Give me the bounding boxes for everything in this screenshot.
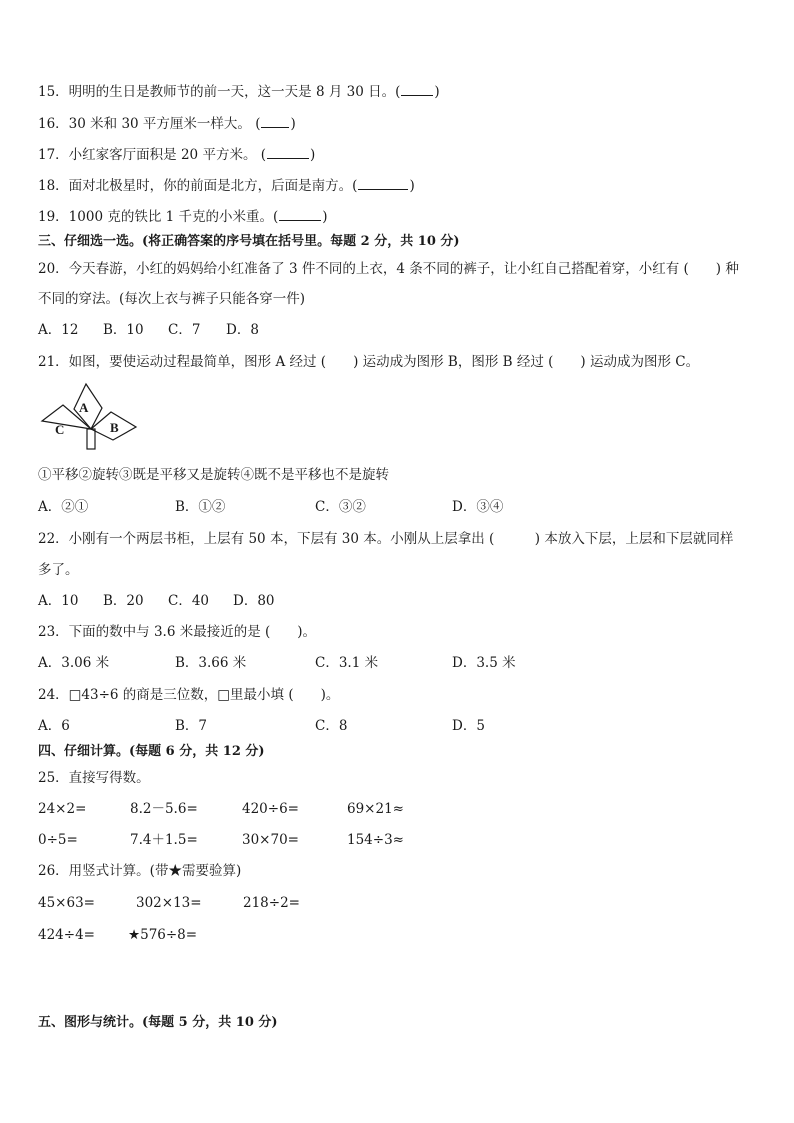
question-25-title: 25．直接写得数。 — [38, 770, 150, 786]
q20-option-d[interactable]: D．8 — [226, 322, 259, 338]
q20-option-c[interactable]: C．7 — [168, 322, 201, 338]
question-21: 21．如图，要使运动过程最简单，图形 A 经过 ( ) 运动成为图形 B，图形 B 经过 ( ) 运动成为图形 C。 — [38, 354, 700, 370]
q21-option-c[interactable]: C．③② — [315, 499, 366, 515]
question-22-line-1: 22．小刚有一个两层书柜，上层有 50 本，下层有 30 本。小刚从上层拿出 ( ) 本放入下层，上层和下层就同样 — [38, 531, 734, 547]
rotation-figure — [40, 382, 144, 454]
section-5-heading: 五、图形与统计。(每题 5 分，共 10 分) — [38, 1015, 278, 1030]
q24-option-b[interactable]: B．7 — [175, 718, 208, 734]
question-23: 23．下面的数中与 3.6 米最接近的是 ( )。 — [38, 624, 317, 640]
label-b: B — [110, 420, 119, 435]
calc-item: 45×63= — [38, 895, 95, 911]
q23-option-b[interactable]: B．3.66 米 — [175, 655, 247, 671]
question-15: 15．明明的生日是教师节的前一天，这一天是 8 月 30 日。( ) — [38, 84, 440, 100]
calc-item: 7.4＋1.5= — [130, 832, 198, 848]
label-a: A — [79, 400, 89, 415]
q20-option-a[interactable]: A．12 — [38, 322, 79, 338]
calc-item: 218÷2= — [243, 895, 300, 911]
q21-option-a[interactable]: A．②① — [38, 499, 89, 515]
answer-blank[interactable] — [261, 114, 289, 128]
label-c: C — [55, 422, 65, 437]
q22-option-c[interactable]: C．40 — [168, 593, 210, 609]
calc-item: 302×13= — [136, 895, 202, 911]
question-18: 18．面对北极星时，你的前面是北方，后面是南方。( ) — [38, 178, 415, 194]
calc-item: 424÷4= — [38, 927, 95, 943]
calc-item: 30×70= — [242, 832, 299, 848]
stem-rect — [87, 429, 95, 449]
question-24: 24．□43÷6 的商是三位数，□里最小填 ( )。 — [38, 687, 340, 703]
question-19: 19．1000 克的铁比 1 千克的小米重。( ) — [38, 209, 328, 225]
question-26-title: 26．用竖式计算。(带★需要验算) — [38, 863, 242, 879]
q24-option-a[interactable]: A．6 — [38, 718, 70, 734]
calc-item: 8.2－5.6= — [130, 801, 198, 817]
calc-item: 24×2= — [38, 801, 87, 817]
question-21-choices: ①平移②旋转③既是平移又是旋转④既不是平移也不是旋转 — [38, 467, 389, 483]
calc-item: 420÷6= — [242, 801, 299, 817]
q21-option-b[interactable]: B．①② — [175, 499, 226, 515]
q23-option-d[interactable]: D．3.5 米 — [452, 655, 516, 671]
q24-option-d[interactable]: D．5 — [452, 718, 485, 734]
answer-blank[interactable] — [267, 145, 309, 159]
q21-option-d[interactable]: D．③④ — [452, 499, 504, 515]
calc-item: 0÷5= — [38, 832, 78, 848]
question-20-line-2: 不同的穿法。(每次上衣与裤子只能各穿一件) — [38, 291, 306, 307]
section-4-heading: 四、仔细计算。(每题 6 分，共 12 分) — [38, 744, 265, 759]
q22-option-d[interactable]: D．80 — [233, 593, 275, 609]
q23-option-c[interactable]: C．3.1 米 — [315, 655, 379, 671]
q22-option-b[interactable]: B．20 — [103, 593, 144, 609]
q24-option-c[interactable]: C．8 — [315, 718, 348, 734]
calc-item: 154÷3≈ — [347, 832, 404, 848]
answer-blank[interactable] — [401, 82, 433, 96]
question-17: 17．小红家客厅面积是 20 平方米。 ( ) — [38, 147, 316, 163]
answer-blank[interactable] — [279, 207, 321, 221]
answer-blank[interactable] — [358, 176, 408, 190]
question-22-line-2: 多了。 — [38, 562, 79, 578]
calc-item: ★576÷8= — [128, 927, 198, 943]
q23-option-a[interactable]: A．3.06 米 — [38, 655, 110, 671]
question-16: 16．30 米和 30 平方厘米一样大。 ( ) — [38, 116, 296, 132]
question-20-line-1: 20．今天春游，小红的妈妈给小红准备了 3 件不同的上衣，4 条不同的裤子，让小红自己搭配着穿，小红有 ( ) 种 — [38, 261, 739, 277]
section-3-heading: 三、仔细选一选。(将正确答案的序号填在括号里。每题 2 分，共 10 分) — [38, 234, 460, 249]
q22-option-a[interactable]: A．10 — [38, 593, 79, 609]
q20-option-b[interactable]: B．10 — [103, 322, 144, 338]
calc-item: 69×21≈ — [347, 801, 404, 817]
